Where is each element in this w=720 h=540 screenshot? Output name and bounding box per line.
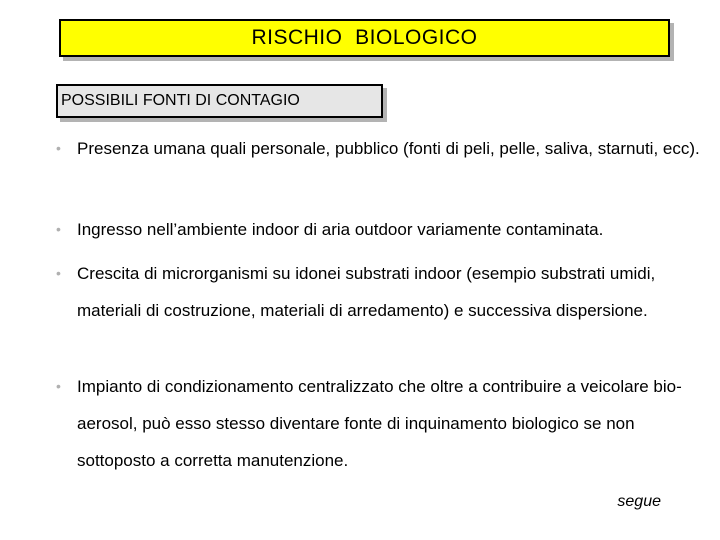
bullet-text: Presenza umana quali personale, pubblico (fonti di peli, pelle, saliva, starnuti, ecc). bbox=[77, 139, 700, 158]
bullet-item bbox=[56, 130, 706, 167]
section-subtitle: POSSIBILI FONTI DI CONTAGIO bbox=[61, 92, 300, 109]
bullet-item bbox=[56, 368, 706, 479]
bullet-icon: • bbox=[56, 265, 61, 281]
slide-title: RISCHIO BIOLOGICO bbox=[251, 26, 478, 49]
bullet-item bbox=[56, 255, 706, 329]
bullet-text: Crescita di microrganismi su idonei substrati indoor (esempio substrati umidi, materiali di costruzione, materiali di arredamento) e successiva dispersione. bbox=[77, 264, 656, 320]
bullet-icon: • bbox=[56, 221, 61, 237]
bullet-item bbox=[56, 211, 706, 248]
segue-label: segue bbox=[617, 493, 661, 510]
bullet-text: Impianto di condizionamento centralizzato che oltre a contribuire a veicolare bio-aerosol, può esso stesso diventare fonte di inquinamento biologico se non sottoposto a corretta manutenzione. bbox=[77, 377, 682, 470]
bullet-text: Ingresso nell’ambiente indoor di aria outdoor variamente contaminata. bbox=[77, 220, 604, 239]
bullet-icon: • bbox=[56, 140, 61, 156]
bullet-icon: • bbox=[56, 378, 61, 394]
